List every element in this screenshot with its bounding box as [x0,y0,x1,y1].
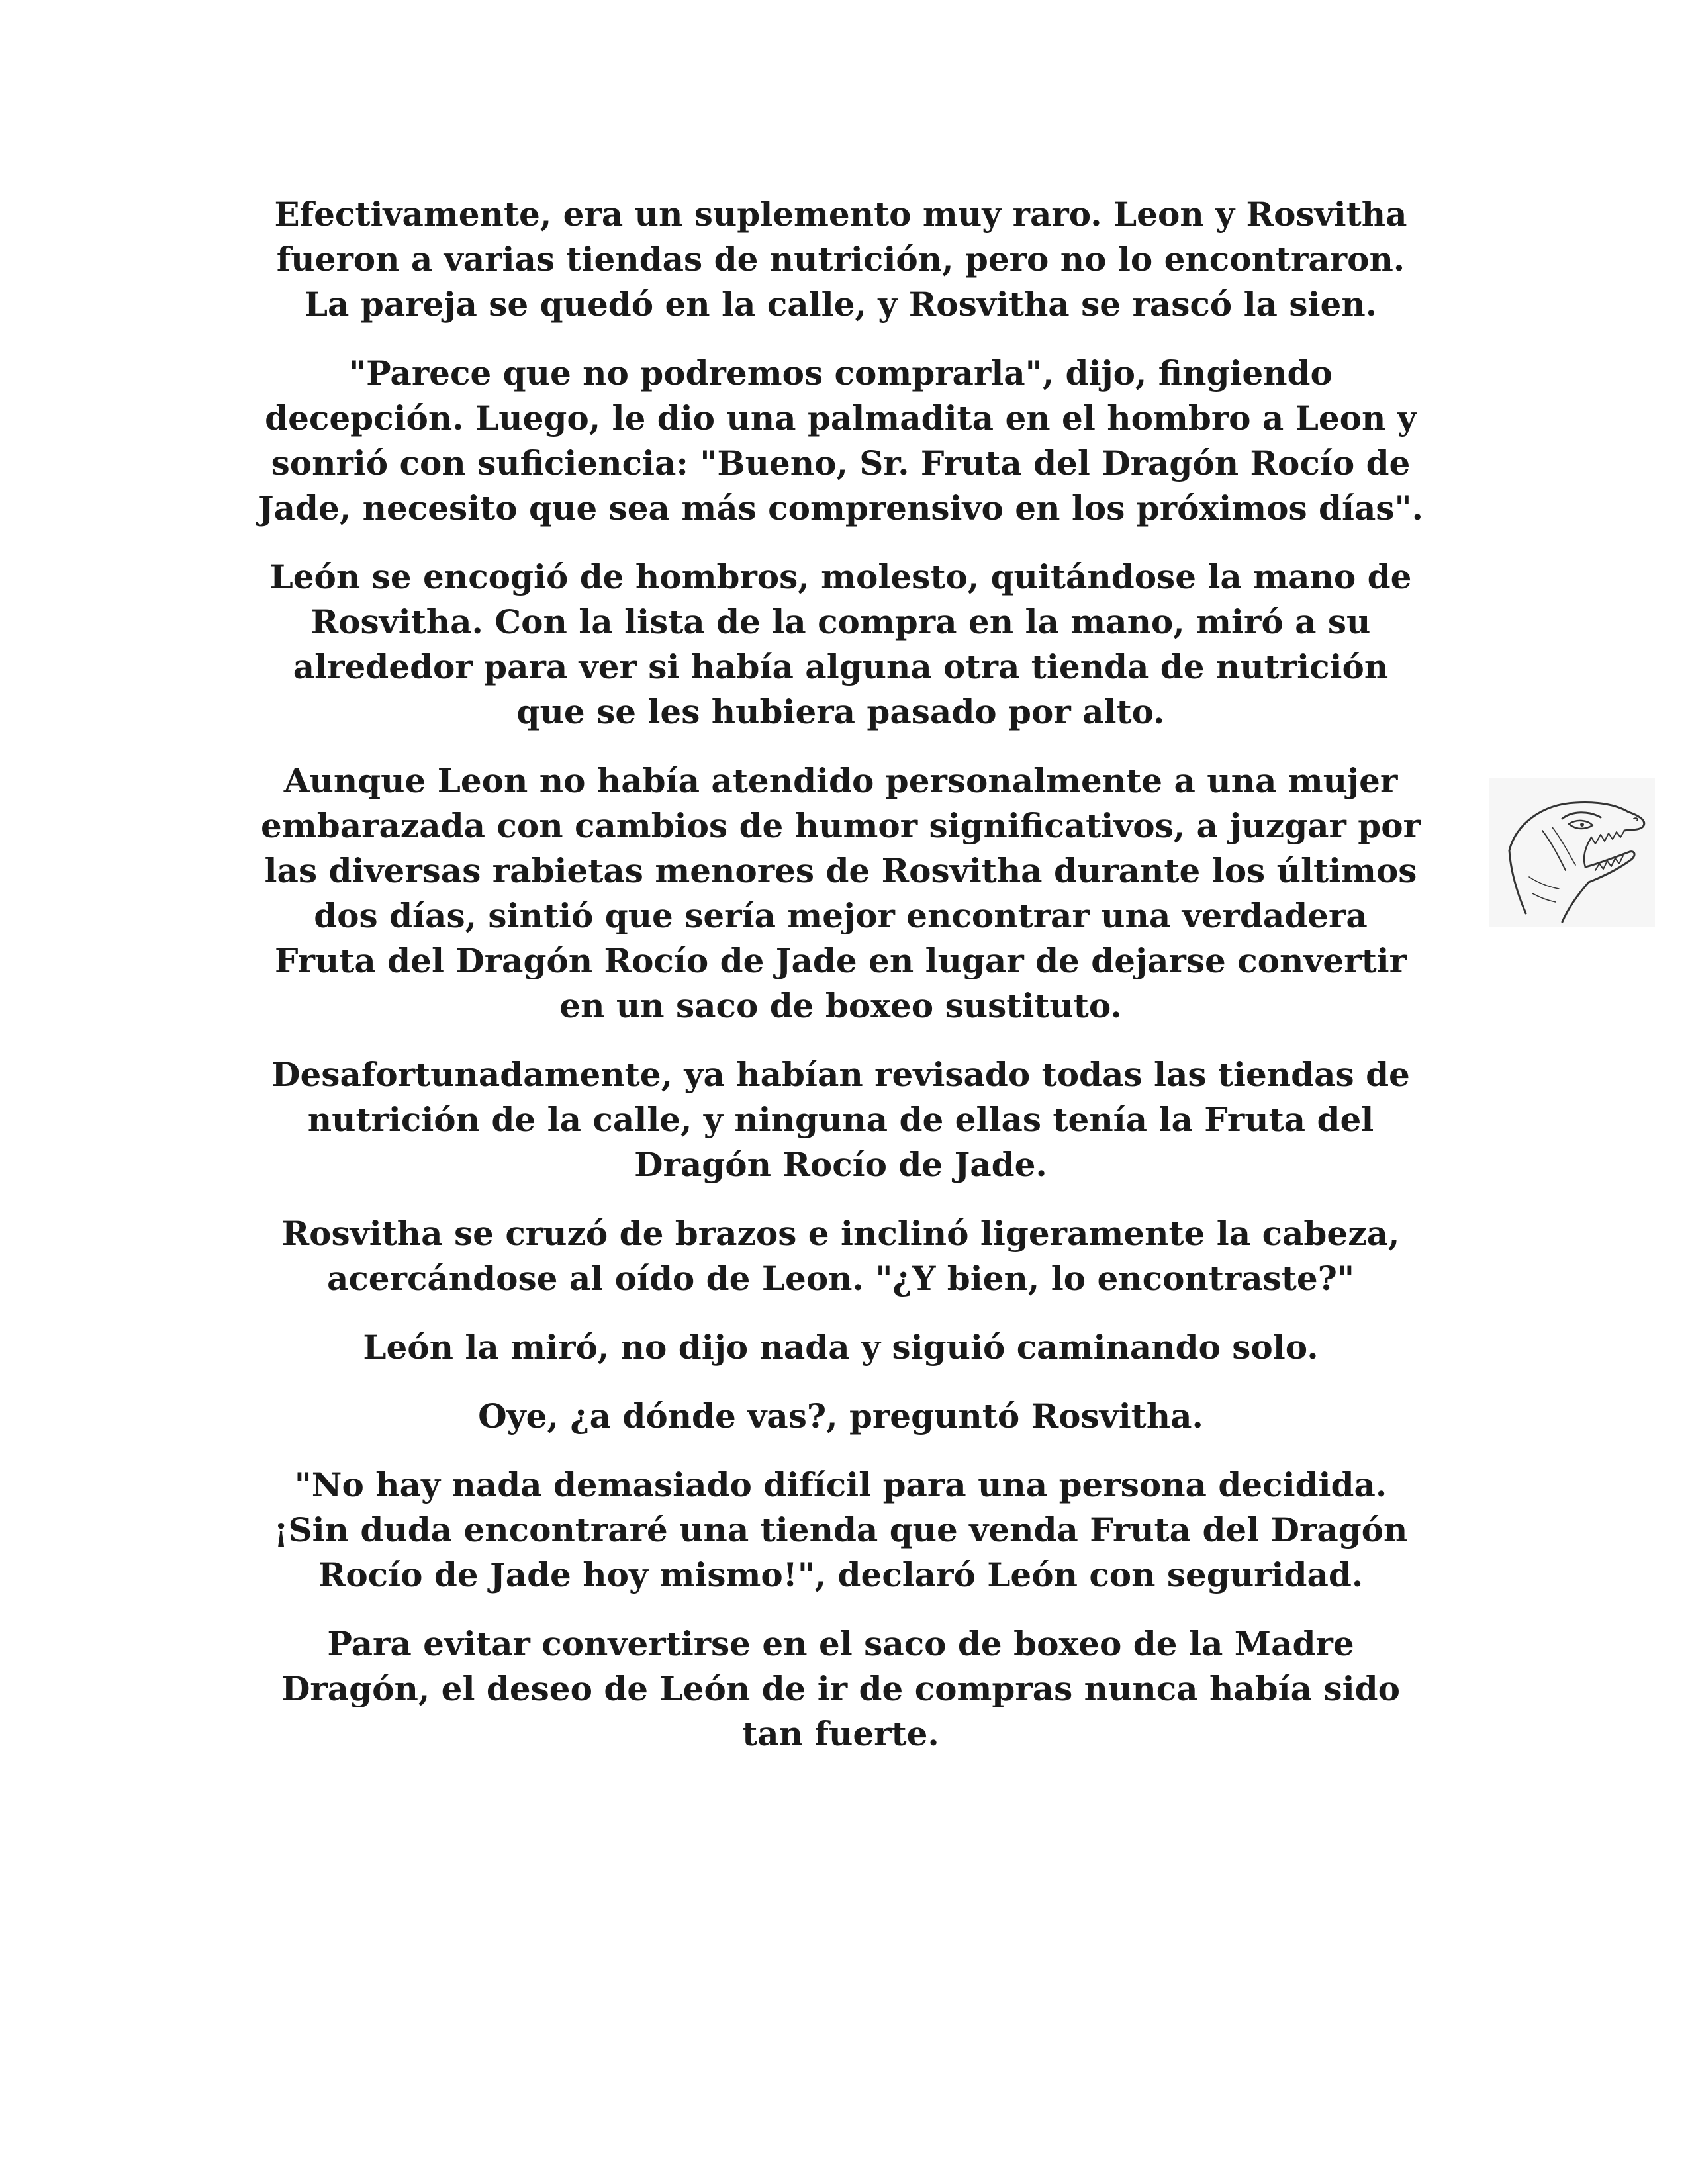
text-line: Aunque Leon no había atendido personalmente a una mujer [283,761,1398,800]
text-line: ¡Sin duda encontraré una tienda que venda Fruta del Dragón [273,1510,1408,1549]
text-line: las diversas rabietas menores de Rosvitha durante los últimos [264,851,1417,890]
text-line: Desafortunadamente, ya habían revisado todas las tiendas de [271,1055,1410,1094]
text-line: León se encogió de hombros, molesto, quitándose la mano de [269,557,1412,596]
text-line: "No hay nada demasiado difícil para una persona decidida. [294,1465,1387,1504]
text-line: Para evitar convertirse en el saco de boxeo de la Madre [327,1624,1354,1663]
text-line: fueron a varias tiendas de nutrición, pero no lo encontraron. [276,240,1405,279]
paragraph [225,1052,1456,1187]
paragraph [225,1394,1456,1439]
text-line: Dragón, el deseo de León de ir de compras nunca había sido [281,1669,1400,1708]
text-line: acercándose al oído de Leon. "¿Y bien, lo encontraste?" [326,1259,1355,1298]
text-line: en un saco de boxeo sustituto. [559,986,1122,1025]
text-line: tan fuerte. [742,1714,939,1753]
text-line: Jade, necesito que sea más comprensivo en los próximos días". [258,488,1424,527]
paragraph [225,1325,1456,1370]
text-line: nutrición de la calle, y ninguna de ellas tenía la Fruta del [307,1100,1374,1139]
dinosaur-head-sketch-icon [1489,778,1655,927]
text-line: Rosvitha. Con la lista de la compra en la mano, miró a su [310,602,1371,641]
text-line: que se les hubiera pasado por alto. [516,692,1165,731]
text-line: León la miró, no dijo nada y siguió caminando solo. [363,1328,1319,1367]
paragraph [225,555,1456,735]
text-line: Oye, ¿a dónde vas?, preguntó Rosvitha. [478,1396,1203,1435]
paragraph [225,1621,1456,1756]
text-line: Rosvitha se cruzó de brazos e inclinó ligeramente la cabeza, [281,1214,1400,1253]
text-line: sonrió con suficiencia: "Bueno, Sr. Fruta del Dragón Rocío de [271,443,1411,482]
text-line: Efectivamente, era un suplemento muy raro. Leon y Rosvitha [274,195,1407,234]
text-line: La pareja se quedó en la calle, y Rosvitha se rascó la sien. [304,285,1378,324]
paragraph [225,758,1456,1028]
text-line: alrededor para ver si había alguna otra tienda de nutrición [293,647,1389,686]
paragraph [225,1211,1456,1301]
text-line: Dragón Rocío de Jade. [634,1145,1047,1184]
text-line: Rocío de Jade hoy mismo!", declaró León con seguridad. [318,1555,1364,1594]
paragraph [225,192,1456,327]
text-line: Fruta del Dragón Rocío de Jade en lugar de dejarse convertir [274,941,1407,980]
paragraph [225,1463,1456,1598]
text-line: decepción. Luego, le dio una palmadita en el hombro a Leon y [265,398,1417,437]
text-line: dos días, sintió que sería mejor encontrar una verdadera [314,896,1368,935]
story-text [225,192,1456,1780]
text-line: embarazada con cambios de humor significativos, a juzgar por [261,806,1421,845]
paragraph [225,351,1456,531]
text-line: "Parece que no podremos comprarla", dijo, fingiendo [349,353,1333,392]
